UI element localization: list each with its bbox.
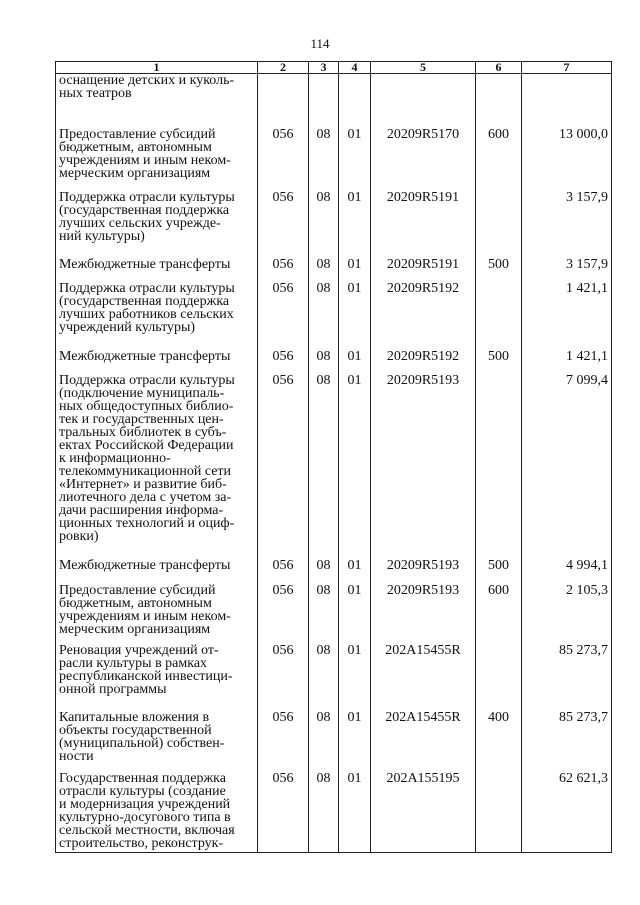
row-name: Реновация учреждений от- расли культуры в рамках республиканской инвестици- онной программы (56, 642, 258, 709)
row-name: Поддержка отрасли культуры (государственная поддержка лучших работников сельских учреждений культуры) (56, 280, 258, 348)
row-amount: 7 099,4 (522, 372, 612, 557)
row-target-article: 202A15455R (371, 642, 476, 709)
row-name: Межбюджетные трансферты (56, 348, 258, 372)
row-target-article: 20209R5193 (371, 557, 476, 582)
row-ministry-code: 056 (258, 582, 309, 642)
row-amount (522, 74, 612, 128)
row-name: Поддержка отрасли культуры (государственная поддержка лучших сельских учрежде- ний культуры) (56, 189, 258, 256)
row-section-code: 08 (309, 127, 339, 189)
row-target-article: 20209R5170 (371, 127, 476, 189)
row-name: Межбюджетные трансферты (56, 557, 258, 582)
table-bottom-cell (258, 852, 309, 853)
row-ministry-code: 056 (258, 770, 309, 852)
table-row (56, 280, 612, 348)
row-target-article: 202A15455R (371, 709, 476, 770)
row-amount: 13 000,0 (522, 127, 612, 189)
row-subsection-code: 01 (339, 709, 371, 770)
row-expense-type (476, 770, 522, 852)
row-section-code: 08 (309, 372, 339, 557)
row-amount: 3 157,9 (522, 256, 612, 280)
table-row (56, 127, 612, 189)
row-amount: 1 421,1 (522, 280, 612, 348)
column-header-5: 5 (371, 62, 476, 74)
row-ministry-code: 056 (258, 372, 309, 557)
table-bottom-cell (522, 852, 612, 853)
column-header-1: 1 (56, 62, 258, 74)
row-name: Предоставление субсидий бюджетным, автономным учреждениям и иным неком- мерческим организациям (56, 127, 258, 189)
table-row (56, 372, 612, 557)
column-header-7: 7 (522, 62, 612, 74)
column-header-6: 6 (476, 62, 522, 74)
row-target-article: 20209R5191 (371, 256, 476, 280)
row-amount: 3 157,9 (522, 189, 612, 256)
row-expense-type: 500 (476, 557, 522, 582)
row-target-article (371, 74, 476, 128)
row-ministry-code: 056 (258, 348, 309, 372)
row-expense-type (476, 189, 522, 256)
row-expense-type (476, 642, 522, 709)
row-section-code (309, 74, 339, 128)
row-subsection-code: 01 (339, 348, 371, 372)
row-section-code: 08 (309, 189, 339, 256)
table-row (56, 348, 612, 372)
row-subsection-code: 01 (339, 642, 371, 709)
column-header-3: 3 (309, 62, 339, 74)
column-header-4: 4 (339, 62, 371, 74)
row-target-article: 202A155195 (371, 770, 476, 852)
page-number: 114 (310, 36, 330, 51)
row-ministry-code (258, 74, 309, 128)
row-expense-type: 500 (476, 256, 522, 280)
row-subsection-code: 01 (339, 372, 371, 557)
row-section-code: 08 (309, 642, 339, 709)
table-row (56, 709, 612, 770)
row-expense-type: 500 (476, 348, 522, 372)
row-subsection-code: 01 (339, 189, 371, 256)
row-ministry-code: 056 (258, 709, 309, 770)
row-subsection-code: 01 (339, 280, 371, 348)
table-bottom-cell (476, 852, 522, 853)
row-ministry-code: 056 (258, 557, 309, 582)
row-expense-type: 600 (476, 127, 522, 189)
row-amount: 85 273,7 (522, 642, 612, 709)
row-amount: 1 421,1 (522, 348, 612, 372)
table-bottom-cell (339, 852, 371, 853)
row-ministry-code: 056 (258, 256, 309, 280)
row-ministry-code: 056 (258, 189, 309, 256)
row-amount: 62 621,3 (522, 770, 612, 852)
row-subsection-code: 01 (339, 256, 371, 280)
table-bottom-cell (309, 852, 339, 853)
row-expense-type: 600 (476, 582, 522, 642)
row-section-code: 08 (309, 770, 339, 852)
table-row (56, 557, 612, 582)
table-row (56, 74, 612, 128)
row-amount: 85 273,7 (522, 709, 612, 770)
row-name: Поддержка отрасли культуры (подключение муниципаль- ных общедоступных библио- тек и государственных цен- тральных библиотек в субъ- ектах Российской Федерации к информационно- телекоммуникационной сети «Интернет» и развитие биб- лиотечного дела с учетом за- дачи расширения информа- ционных технологий и оциф- ровки) (56, 372, 258, 557)
row-name: Межбюджетные трансферты (56, 256, 258, 280)
row-target-article: 20209R5193 (371, 582, 476, 642)
row-amount: 2 105,3 (522, 582, 612, 642)
row-expense-type (476, 74, 522, 128)
row-subsection-code: 01 (339, 127, 371, 189)
table-body (56, 74, 612, 853)
table-bottom-cell (56, 852, 258, 853)
row-target-article: 20209R5192 (371, 348, 476, 372)
row-name: оснащение детских и куколь- ных театров (56, 74, 258, 128)
row-subsection-code (339, 74, 371, 128)
row-name: Государственная поддержка отрасли культуры (создание и модернизация учреждений культурно-досугового типа в сельской местности, включая строительство, реконструк- (56, 770, 258, 852)
row-subsection-code: 01 (339, 770, 371, 852)
row-section-code: 08 (309, 557, 339, 582)
row-subsection-code: 01 (339, 557, 371, 582)
row-target-article: 20209R5192 (371, 280, 476, 348)
row-expense-type: 400 (476, 709, 522, 770)
table-row (56, 770, 612, 852)
table-row (56, 642, 612, 709)
table-bottom-border (56, 852, 612, 853)
column-header-2: 2 (258, 62, 309, 74)
row-section-code: 08 (309, 348, 339, 372)
table-row (56, 189, 612, 256)
table-row (56, 582, 612, 642)
row-name: Предоставление субсидий бюджетным, автономным учреждениям и иным неком- мерческим организациям (56, 582, 258, 642)
row-expense-type (476, 280, 522, 348)
row-subsection-code: 01 (339, 582, 371, 642)
row-section-code: 08 (309, 582, 339, 642)
row-section-code: 08 (309, 256, 339, 280)
budget-table (55, 61, 612, 853)
row-section-code: 08 (309, 280, 339, 348)
row-target-article: 20209R5193 (371, 372, 476, 557)
row-target-article: 20209R5191 (371, 189, 476, 256)
row-expense-type (476, 372, 522, 557)
row-section-code: 08 (309, 709, 339, 770)
row-name: Капитальные вложения в объекты государственной (муниципальной) собствен- ности (56, 709, 258, 770)
table-row (56, 256, 612, 280)
row-ministry-code: 056 (258, 642, 309, 709)
row-ministry-code: 056 (258, 280, 309, 348)
column-number-row (56, 62, 612, 74)
row-ministry-code: 056 (258, 127, 309, 189)
table-bottom-cell (371, 852, 476, 853)
row-amount: 4 994,1 (522, 557, 612, 582)
